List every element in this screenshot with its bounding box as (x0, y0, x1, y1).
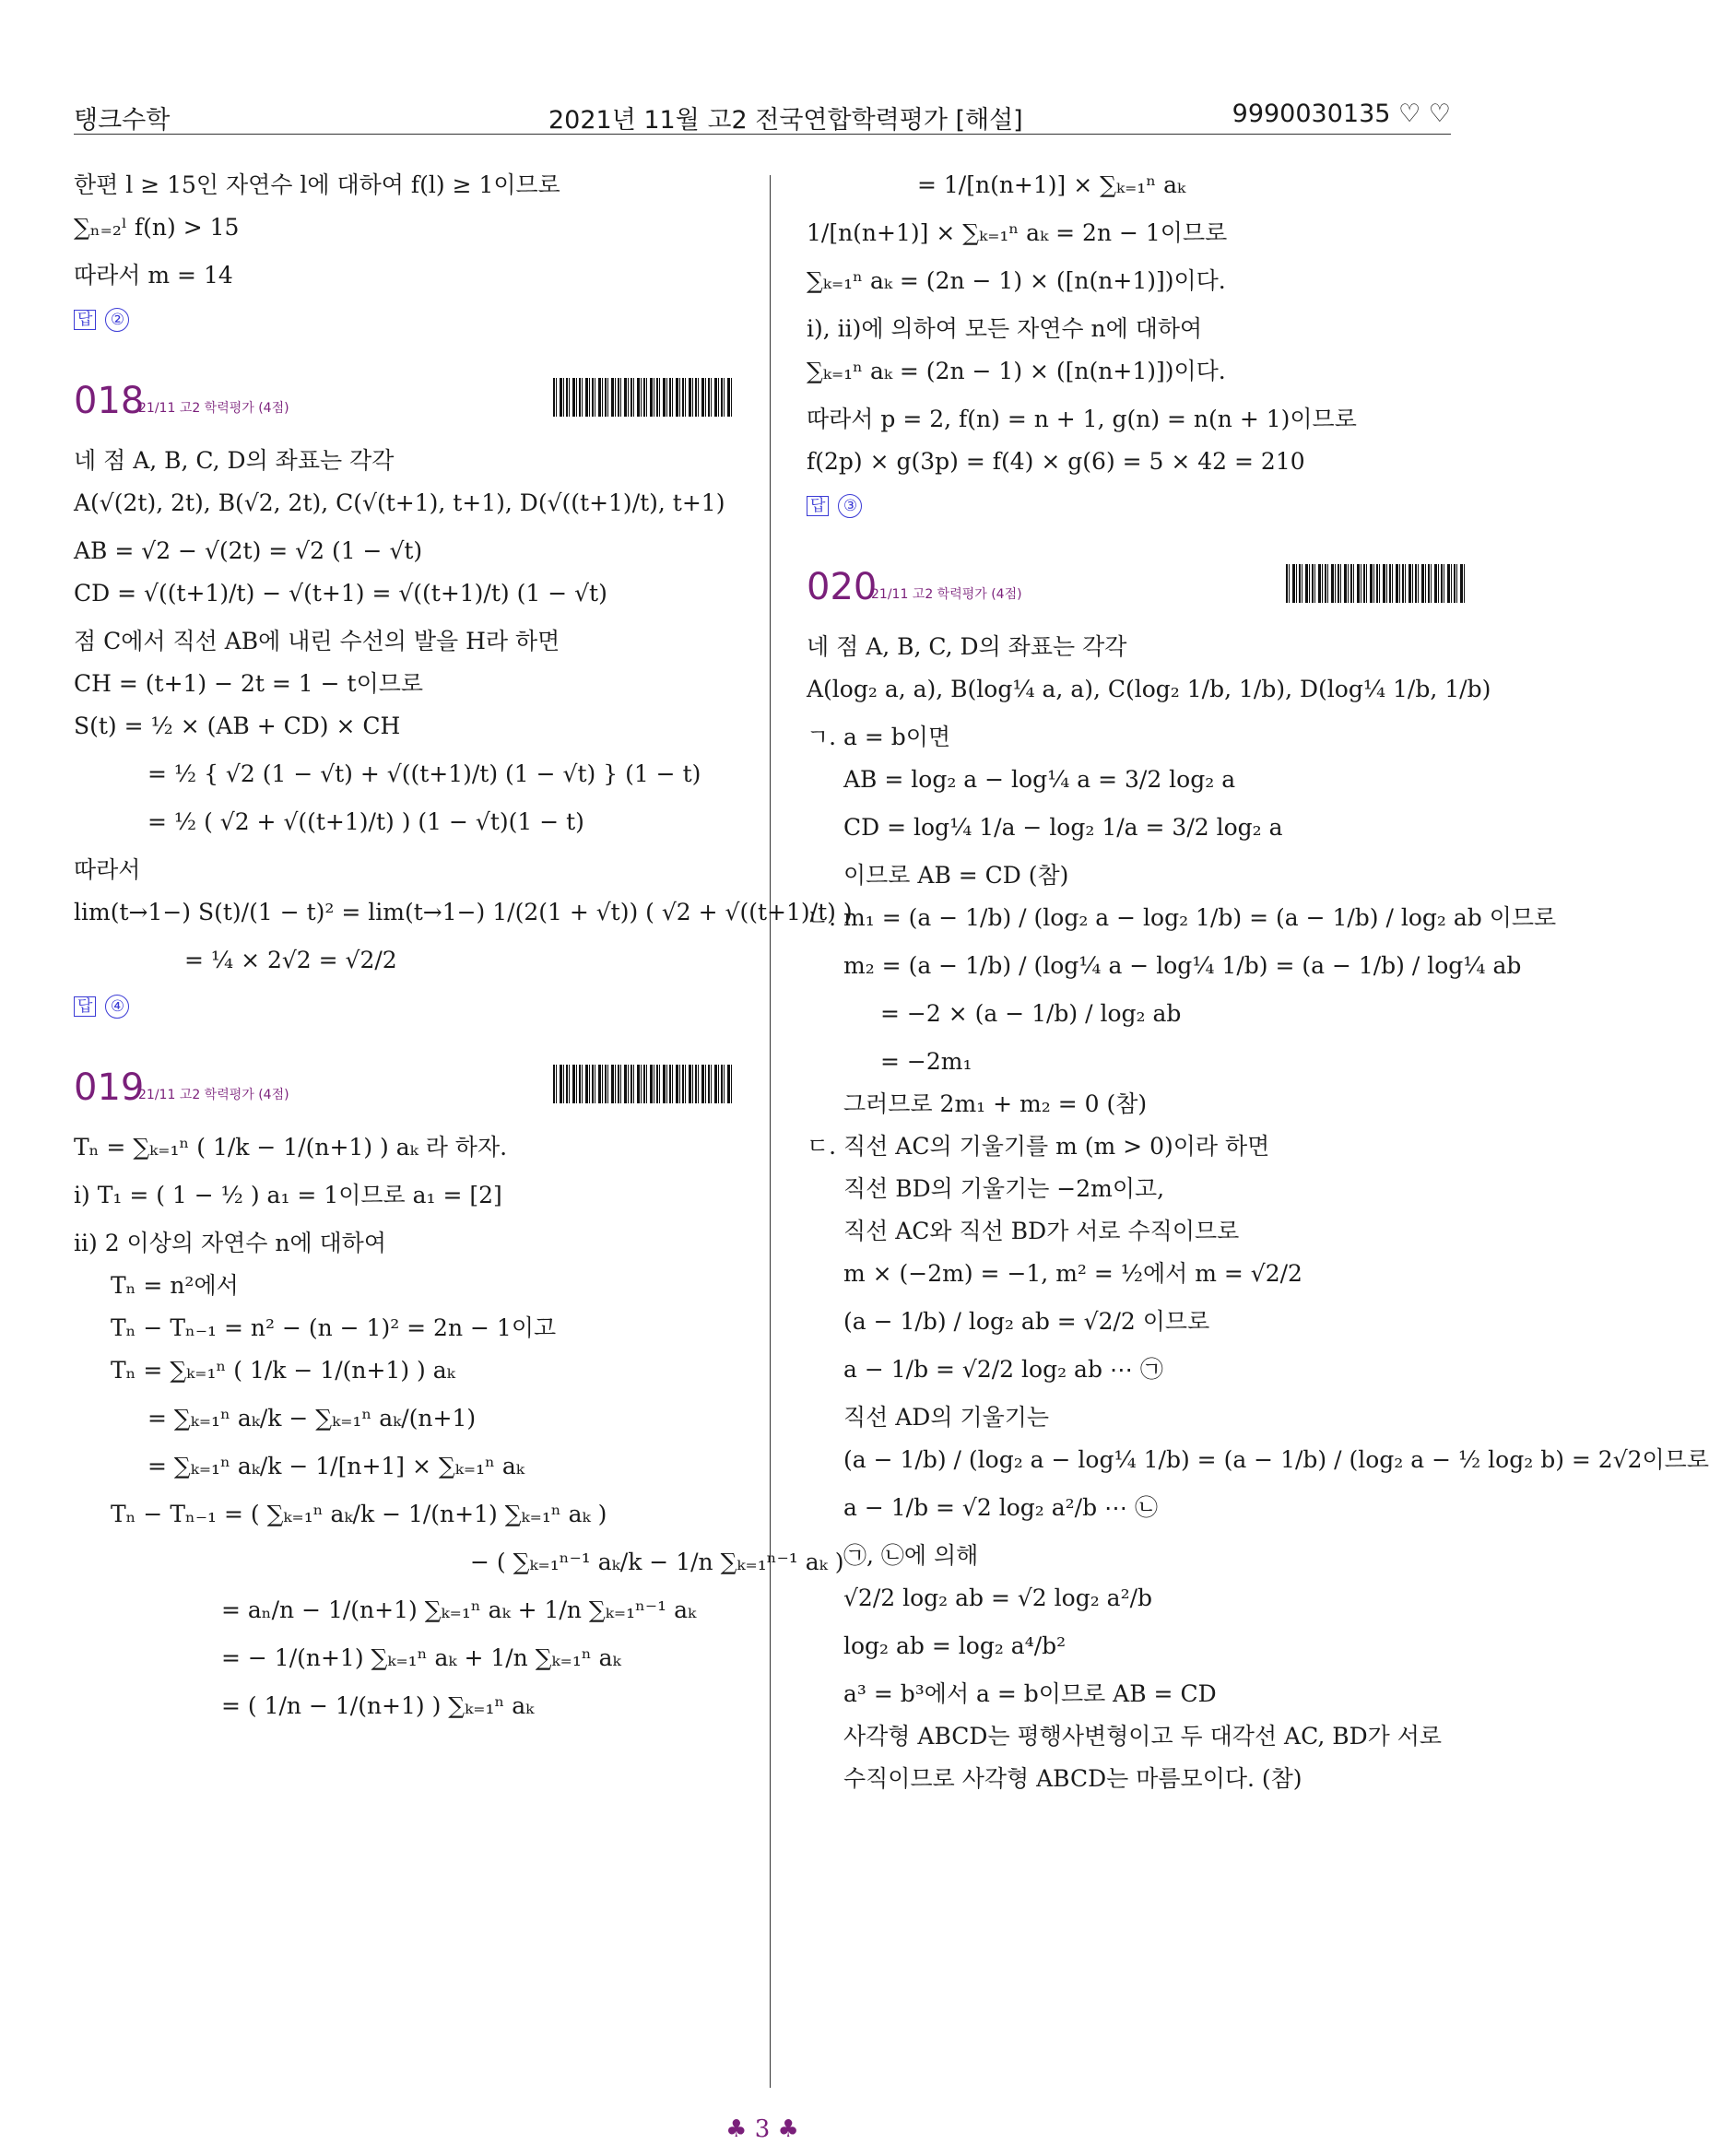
math-line: = ( 1/n − 1/(n+1) ) ∑ₖ₌₁ⁿ aₖ (221, 1692, 535, 1719)
answer-label: 답 (807, 496, 829, 516)
math-line: − ( ∑ₖ₌₁ⁿ⁻¹ aₖ/k − 1/n ∑ₖ₌₁ⁿ⁻¹ aₖ ) (470, 1549, 844, 1575)
math-line: A(√(2t), 2t), B(√2, 2t), C(√(t+1), t+1), D(√((t+1)/t), t+1) (74, 489, 725, 516)
math-line: a³ = b³에서 a = b이므로 AB = CD (843, 1680, 1217, 1707)
text-line: ⅱ) 2 이상의 자연수 n에 대하여 (74, 1230, 386, 1256)
problem-tag: 21/11 고2 학력평가 (4점) (138, 1088, 289, 1102)
answer-label: 답 (74, 310, 96, 330)
math-line: = −2m₁ (880, 1048, 972, 1075)
math-line: Tₙ − Tₙ₋₁ = n² − (n − 1)² = 2n − 1이고 (111, 1314, 557, 1341)
problem-number: 019 (74, 1066, 145, 1109)
math-line: = ½ { √2 (1 − √t) + √((t+1)/t) (1 − √t) } (1 − t) (147, 760, 701, 787)
document-code: 9990030135 ♡ ♡ (1232, 100, 1451, 128)
problem-019-header (74, 1061, 733, 1116)
text-line: ⅰ), ⅱ)에 의하여 모든 자연수 n에 대하여 (807, 315, 1203, 342)
text-line: 한편 l ≥ 15인 자연수 l에 대하여 f(l) ≥ 1이므로 (74, 171, 560, 198)
answer-choice: ② (105, 308, 129, 332)
math-line: = − 1/(n+1) ∑ₖ₌₁ⁿ aₖ + 1/n ∑ₖ₌₁ⁿ aₖ (221, 1644, 621, 1671)
header-rule (74, 134, 1451, 135)
text-line: 직선 AD의 기울기는 (843, 1404, 1050, 1431)
math-line: ⅰ) T₁ = ( 1 − ½ ) a₁ = 1이므로 a₁ = [2] (74, 1182, 502, 1208)
math-line: Tₙ = ∑ₖ₌₁ⁿ ( 1/k − 1/(n+1) ) aₖ (111, 1357, 455, 1384)
math-line: Tₙ = n²에서 (111, 1272, 239, 1299)
problem-number: 018 (74, 380, 145, 422)
answer-choice: ④ (105, 995, 129, 1019)
math-line: A(log₂ a, a), B(log¼ a, a), C(log₂ 1/b, 1/b), D(log¼ 1/b, 1/b) (807, 676, 1491, 702)
problem-018-header (74, 374, 733, 430)
math-line: 따라서 p = 2, f(n) = n + 1, g(n) = n(n + 1)이므로 (807, 406, 1357, 432)
answer-label: 답 (74, 996, 96, 1017)
math-line: = −2 × (a − 1/b) / log₂ ab (880, 1000, 1182, 1027)
math-line: a − 1/b = √2 log₂ a²/b ⋯ ㉡ (843, 1494, 1158, 1521)
math-line: = ∑ₖ₌₁ⁿ aₖ/k − 1/[n+1] × ∑ₖ₌₁ⁿ aₖ (147, 1453, 524, 1479)
text-line: 네 점 A, B, C, D의 좌표는 각각 (74, 447, 395, 474)
math-line: ㄴ. m₁ = (a − 1/b) / (log₂ a − log₂ 1/b) = (a − 1/b) / log₂ ab 이므로 (807, 904, 1557, 931)
math-line: CD = √((t+1)/t) − √(t+1) = √((t+1)/t) (1 − √t) (74, 580, 607, 607)
math-line: CD = log¼ 1/a − log₂ 1/a = 3/2 log₂ a (843, 814, 1283, 841)
barcode-icon (1286, 564, 1466, 603)
problem-tag: 21/11 고2 학력평가 (4점) (871, 587, 1022, 602)
math-line: AB = log₂ a − log¼ a = 3/2 log₂ a (843, 766, 1236, 793)
barcode-icon (553, 1065, 733, 1103)
math-line: = ¼ × 2√2 = √2/2 (184, 947, 397, 973)
text-line: 따라서 m = 14 (74, 262, 233, 289)
text-line: 그러므로 2m₁ + m₂ = 0 (참) (843, 1090, 1148, 1117)
right-column (807, 171, 1709, 1807)
problem-020-header (807, 560, 1466, 616)
text-line: ㄱ. a = b이면 (807, 724, 951, 750)
math-line: (a − 1/b) / log₂ ab = √2/2 이므로 (843, 1308, 1210, 1335)
text-line: 직선 BD의 기울기는 −2m이고, (843, 1175, 1165, 1202)
math-line: log₂ ab = log₂ a⁴/b² (843, 1632, 1067, 1659)
math-line: 1/[n(n+1)] × ∑ₖ₌₁ⁿ aₖ = 2n − 1이므로 (807, 219, 1228, 246)
math-line: = aₙ/n − 1/(n+1) ∑ₖ₌₁ⁿ aₖ + 1/n ∑ₖ₌₁ⁿ⁻¹ aₖ (221, 1596, 697, 1623)
math-line: = 1/[n(n+1)] × ∑ₖ₌₁ⁿ aₖ (917, 171, 1186, 198)
page-header (74, 100, 1451, 136)
answer-019 (807, 493, 1466, 518)
text-line: 점 C에서 직선 AB에 내린 수선의 발을 H라 하면 (74, 628, 560, 654)
math-line: a − 1/b = √2/2 log₂ ab ⋯ ㉠ (843, 1356, 1163, 1383)
answer-018 (74, 994, 733, 1019)
math-line: f(2p) × g(3p) = f(4) × g(6) = 5 × 42 = 210 (807, 448, 1305, 475)
document-title: 2021년 11월 고2 전국연합학력평가 [해설] (548, 106, 1023, 135)
problem-tag: 21/11 고2 학력평가 (4점) (138, 401, 289, 416)
brand-name: 탱크수학 (74, 106, 171, 135)
answer-017 (74, 307, 733, 332)
math-line: AB = √2 − √(2t) = √2 (1 − √t) (74, 537, 423, 564)
math-line: m₂ = (a − 1/b) / (log¼ a − log¼ 1/b) = (a − 1/b) / log¼ ab (843, 952, 1522, 979)
math-line: = ∑ₖ₌₁ⁿ aₖ/k − ∑ₖ₌₁ⁿ aₖ/(n+1) (147, 1405, 477, 1431)
math-line: S(t) = ½ × (AB + CD) × CH (74, 713, 401, 739)
column-divider (770, 175, 771, 2088)
math-line: (a − 1/b) / (log₂ a − log¼ 1/b) = (a − 1/b) / (log₂ a − ½ log₂ b) = 2√2이므로 (843, 1446, 1709, 1473)
text-line: 수직이므로 사각형 ABCD는 마름모이다. (참) (843, 1765, 1302, 1792)
math-line: 이므로 AB = CD (참) (843, 862, 1069, 889)
math-line: Tₙ = ∑ₖ₌₁ⁿ ( 1/k − 1/(n+1) ) aₖ 라 하자. (74, 1134, 508, 1160)
problem-number: 020 (807, 566, 878, 608)
barcode-icon (553, 378, 733, 417)
text-line: ㄷ. 직선 AC의 기울기를 m (m > 0)이라 하면 (807, 1133, 1270, 1160)
math-line: ∑ₙ₌₂ˡ f(n) > 15 (74, 214, 240, 241)
text-line: 따라서 (74, 856, 141, 883)
text-line: ㉠, ㉡에 의해 (843, 1542, 979, 1569)
answer-choice: ③ (838, 494, 862, 518)
math-line: ∑ₖ₌₁ⁿ aₖ = (2n − 1) × ([n(n+1)])이다. (807, 358, 1226, 384)
text-line: 사각형 ABCD는 평행사변형이고 두 대각선 AC, BD가 서로 (843, 1723, 1443, 1750)
math-line: lim(t→1−) S(t)/(1 − t)² = lim(t→1−) 1/(2(1 + √t)) ( √2 + √((t+1)/t) ) (74, 899, 853, 925)
math-line: CH = (t+1) − 2t = 1 − t이므로 (74, 670, 424, 697)
math-line: Tₙ − Tₙ₋₁ = ( ∑ₖ₌₁ⁿ aₖ/k − 1/(n+1) ∑ₖ₌₁ⁿ aₖ ) (111, 1501, 607, 1527)
text-line: 직선 AC와 직선 BD가 서로 수직이므로 (843, 1218, 1240, 1244)
page-number: ♣ 3 ♣ (725, 2115, 799, 2143)
math-line: √2/2 log₂ ab = √2 log₂ a²/b (843, 1585, 1153, 1611)
text-line: 네 점 A, B, C, D의 좌표는 각각 (807, 633, 1127, 660)
math-line: ∑ₖ₌₁ⁿ aₖ = (2n − 1) × ([n(n+1)])이다. (807, 267, 1226, 294)
math-line: m × (−2m) = −1, m² = ½에서 m = √2/2 (843, 1260, 1302, 1287)
math-line: = ½ ( √2 + √((t+1)/t) ) (1 − √t)(1 − t) (147, 808, 584, 835)
